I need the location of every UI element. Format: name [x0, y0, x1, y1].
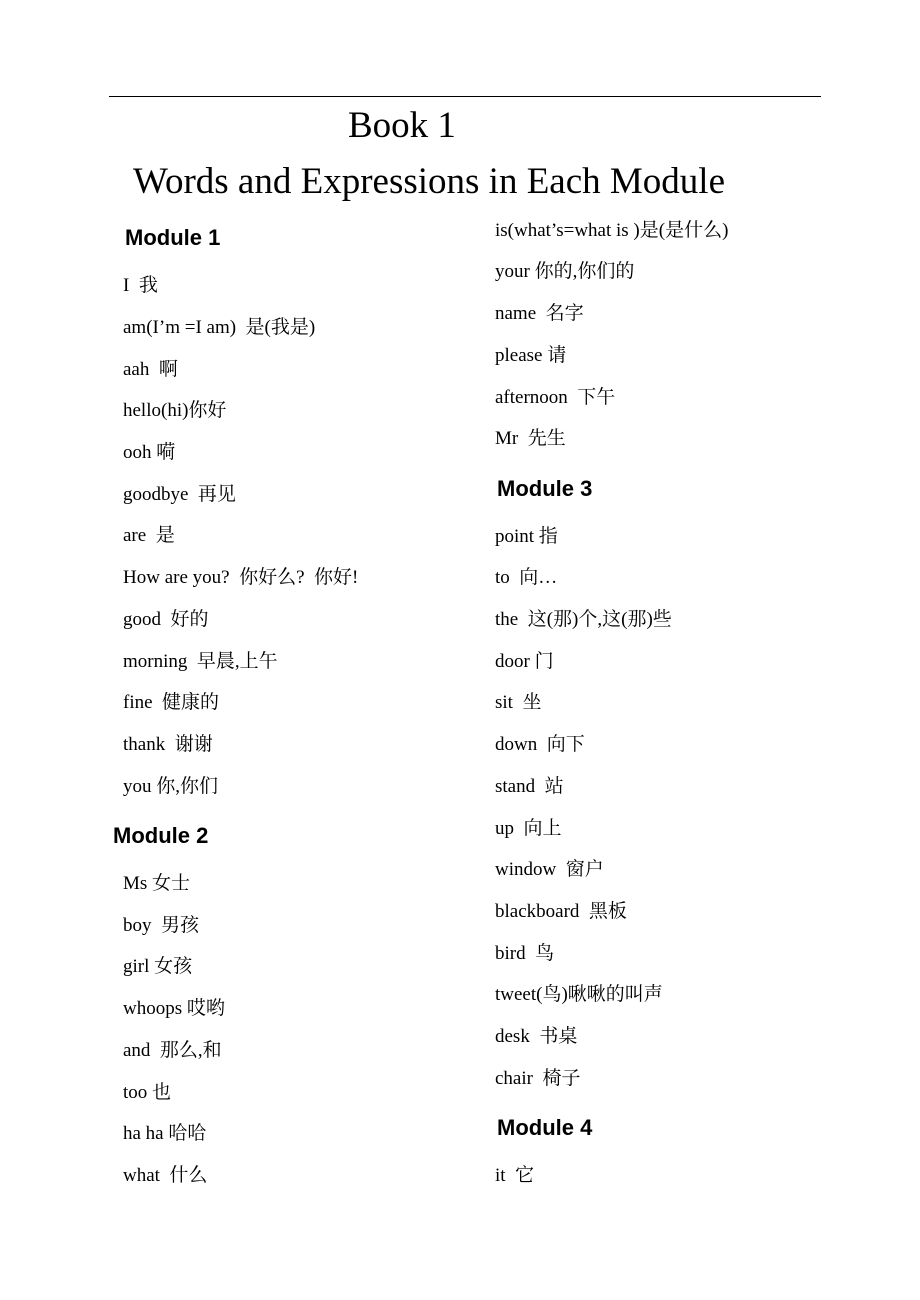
vocab-entry: too 也 [123, 1082, 172, 1103]
vocab-entry: point 指 [495, 526, 558, 547]
vocab-entry: your 你的,你们的 [495, 261, 635, 282]
vocab-entry: whoops 哎哟 [123, 998, 225, 1019]
vocab-entry: good 好的 [123, 609, 209, 630]
vocab-entry: goodbye 再见 [123, 484, 236, 505]
vocab-entry: aah 啊 [123, 359, 178, 380]
vocab-entry: what 什么 [123, 1165, 208, 1186]
module-1-heading: Module 1 [125, 225, 221, 250]
vocab-entry: hello(hi)你好 [123, 400, 227, 421]
vocab-entry: thank 谢谢 [123, 734, 213, 755]
vocab-entry: bird 鸟 [495, 943, 555, 964]
vocab-entry: the 这(那)个,这(那)些 [495, 609, 672, 630]
vocab-entry: you 你,你们 [123, 776, 219, 797]
vocab-entry: blackboard 黑板 [495, 901, 627, 922]
vocab-entry: it 它 [495, 1165, 535, 1186]
vocab-entry: please 请 [495, 345, 567, 366]
vocab-entry: Mr 先生 [495, 428, 566, 449]
vocab-entry: fine 健康的 [123, 692, 220, 713]
vocab-entry: boy 男孩 [123, 915, 200, 936]
vocab-entry: ooh 嗬 [123, 442, 176, 463]
vocab-entry: Ms 女士 [123, 873, 191, 894]
module-4-heading: Module 4 [497, 1115, 593, 1140]
vocab-entry: to 向… [495, 567, 558, 588]
vocab-entry: door 门 [495, 651, 554, 672]
vocab-entry: sit 坐 [495, 692, 542, 713]
vocab-entry: is(what’s=what is )是(是什么) [495, 220, 729, 241]
vocab-entry: am(I’m =I am) 是(我是) [123, 317, 316, 338]
vocab-entry: window 窗户 [495, 859, 604, 880]
vocab-entry: up 向上 [495, 818, 562, 839]
vocab-entry: are 是 [123, 525, 175, 546]
vocab-entry: afternoon 下午 [495, 387, 616, 408]
header-rule [109, 96, 821, 97]
vocab-entry: How are you? 你好么? 你好! [123, 567, 359, 588]
vocab-entry: girl 女孩 [123, 956, 193, 977]
module-3-heading: Module 3 [497, 476, 593, 501]
page-title: Words and Expressions in Each Module [133, 161, 725, 202]
vocab-entry: stand 站 [495, 776, 564, 797]
vocab-entry: down 向下 [495, 734, 585, 755]
vocab-entry: and 那么,和 [123, 1040, 222, 1061]
vocab-entry: name 名字 [495, 303, 584, 324]
vocab-entry: tweet(鸟)啾啾的叫声 [495, 984, 663, 1005]
vocab-entry: ha ha 哈哈 [123, 1123, 207, 1144]
vocab-entry: I 我 [123, 275, 158, 296]
vocab-entry: chair 椅子 [495, 1068, 581, 1089]
vocab-entry: morning 早晨,上午 [123, 651, 278, 672]
vocab-entry: desk 书桌 [495, 1026, 578, 1047]
book-title: Book 1 [348, 105, 456, 146]
module-2-heading: Module 2 [113, 823, 209, 848]
